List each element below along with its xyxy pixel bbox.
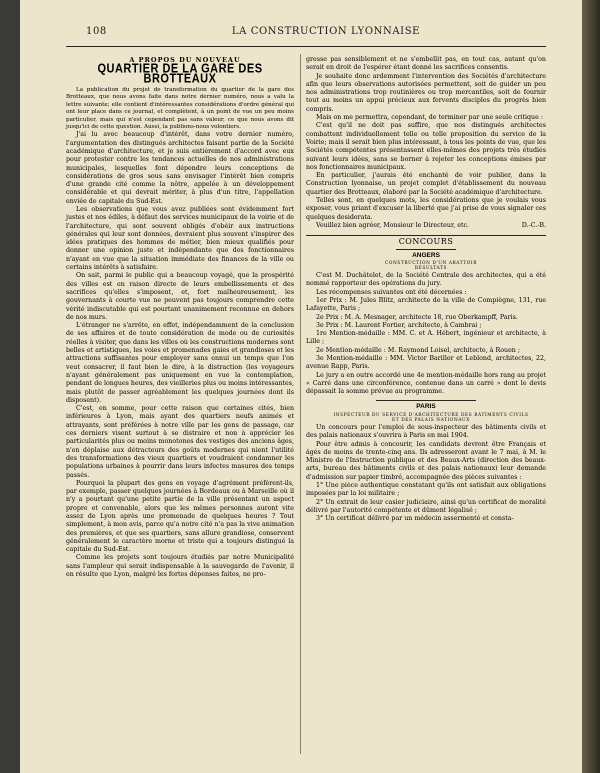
angers-heading: ANGERS	[412, 251, 440, 259]
article-paragraph: Je souhaite donc ardemment l'intervention des Sociétés d'architecture afin que leurs observations autorisées permettent, soit de guider un peu nos administrations trop routinières ou trop mercantiles, soit de fournir tout au moins un appui précieux aux fervents disciples du progrès bien compris.	[306, 72, 546, 113]
concours-paragraph: 3e Mention-médaille : MM. Victor Bariller et Leblond, architectes, 22, avenue Rapp, Paris.	[306, 354, 546, 371]
article-headline: QUARTIER DE LA GARE DES BROTTEAUX	[97, 62, 263, 87]
closing-formula: Veuillez bien agréer, Monsieur le Directeur, etc.	[316, 221, 470, 229]
running-header	[86, 26, 566, 42]
concours-paragraph: 1re Mention-médaille : MM. C. et A. Hébert, ingénieur et architecte, à Lille ;	[306, 330, 546, 346]
concours-paragraph: Pour être admis à concourir, les candidats devront être Français et âgés de moins de trente-cinq ans. Ils adresseront avant le 7 mai, à M. le Ministre de l'Instruction publique et des Beaux-Arts (direction des beaux-arts, bureau des bâtiments civils et des palais nationaux) leur demande d'admission sur papier timbré, accompagnée des pièces suivantes :	[306, 440, 546, 481]
concours-paragraph: Les récompenses suivantes ont été décernées :	[316, 288, 467, 296]
page-number: 108	[86, 26, 107, 37]
concours-paragraph: 3e Prix : M. Laurent Fortier, architecte, à Cambrai ;	[316, 321, 482, 329]
article-paragraph: C'est qu'il ne doit pas suffire, que nos distingués architectes combattent individuellement telle ou telle proposition du service de la Voirie; mais il serait bien plus intéressant, à tous les points de vue, que les Sociétés compétentes présentassent elles-mêmes des projets très étudiés suivant leurs idées, sans se borner à rejeter les conceptions émises par nos fonctionnaires municipaux.	[306, 122, 546, 171]
concours-paragraph: Le jury a en outre accordé une 4e mention-médaille hors rang au projet « Carré dans une circonférence, contenue dans un carré » dont le devis dépassait la somme prévue au programme.	[306, 371, 546, 396]
concours-paragraph: 1° Une pièce authentique constatant qu'ils ont satisfait aux obligations imposées par la loi militaire ;	[306, 482, 546, 498]
angers-subtitle: CONSTRUCTION D'UN ABATTOIR	[384, 260, 478, 266]
article-intro: La publication du projet de transformation du quartier de la gare des Brotteaux, que nous avons faite dans notre dernier numéro, nous a valu la lettre suivante; elle contient d'intéressantes considérations d'ordre général qui ont leur place dans ce journal, et complètent, à un point de vue un peu moins particulier, mais qui n'est cependant pas sans valeur, ce que nous avons dit jusqu'ici de cette question. Aussi, la publions-nous volontiers.	[66, 86, 294, 130]
header-rule	[66, 46, 546, 47]
paris-subtitle: ET DES PALAIS NATIONAUX	[392, 418, 470, 424]
article-paragraph	[306, 222, 546, 230]
concours-paragraph: 2° Un extrait de leur casier judiciaire, ainsi qu'un certificat de moralité délivré par l'autorité compétente et dûment légalisé ;	[306, 498, 546, 514]
article-paragraph: Pourquoi la plupart des gens en voyage d'agrément préfèrent-ils, par exemple, passer quelques journées à Bordeaux ou à Marseille où il n'y a pourtant qu'une petite partie de la ville présentant un aspect propre et convenable, alors que les mêmes personnes auront vite assez de Lyon après une promenade de quelques heures ? Tout simplement, à mon avis, parce qu'a notre cité n'a pas la vive animation des premières, et que ses quartiers, sans allure grandiose, conservent généralement le caractère morne et triste qui a toujours distingué la capitale du Sud-Est.	[66, 479, 294, 554]
concours-title: CONCOURS	[398, 237, 454, 247]
article-paragraph: Comme les projets sont toujours étudiés par notre Municipalité sans l'ampleur qui serait indispensable à la sauvegarde de l'avenir, il en résulte que Lyon, malgré les fortes dépenses faites, ne pro-	[66, 554, 294, 579]
article-paragraph: J'ai lu avec beaucoup d'intérêt, dans votre dernier numéro, l'argumentation des distingués architectes faisant partie de la Société académique d'architecture, et je suis entièrement d'accord avec eux pour protester contre les tendances actuelles de nos administrations municipales, lesquelles font dépendre leurs conceptions de considérations de gros sous sans envisager l'intérêt bien compris d'une grande cité comme la nôtre, appelée à un développement considérable et qui devrait mériter, à plus d'un titre, l'appellation enviée de capitale du Sud-Est.	[66, 131, 294, 205]
right-column	[306, 56, 546, 524]
article-paragraph: L'étranger ne s'arrête, en effet, indépendamment de la conclusion de ses affaires et de toute considération de mode ou de curiosités réelles à visiter, que dans les villes où les constructions modernes sont belles et artistiques, les voies et promenades gaies et grandioses et les attractions suffisantes pour employer sans ennui un temps que l'on veut consacrer, il faut bien le dire, à la distraction (les voyageurs n'ayant généralement pas uniquement en vue la contemplation, pendant de longues heures, des vieilleries plus ou moins intéressantes, mais plutôt de passer agréablement les quelques journées dont ils disposent).	[66, 322, 294, 404]
results-label: RÉSULTATS	[414, 266, 448, 272]
article-paragraph: Mais on me permettra, cependant, de terminer par une seule critique :	[316, 114, 543, 122]
journal-title: LA CONSTRUCTION LYONNAISE	[231, 26, 421, 37]
left-column	[66, 56, 294, 579]
article-paragraph: Telles sont, en quelques mots, les considérations que je voulais vous exposer, vous priant d'excuser la liberté que j'ai prise de vous signaler ces quelques desiderata.	[306, 197, 546, 221]
concours-paragraph: 3° Un certificat délivré par un médecin assermenté et consta-	[316, 515, 514, 523]
article-kicker: A PROPOS DU NOUVEAU	[129, 56, 241, 64]
article-paragraph: Les observations que vous avez publiées sont évidemment fort justes et nos édiles, à défaut des services municipaux de la voirie et de l'architecture, qui sont souvent obligés d'obéir aux instructions générales qui leur sont données, devraient plus souvent s'inspirer des idées pratiques des hommes de métier, bien mieux qualifiés pour donner une opinion juste et indépendante que des fonctionnaires n'ayant en vue que la situation immédiate des finances de la ville ou certains intérêts à satisfaire.	[66, 206, 294, 272]
section-rule	[306, 235, 546, 236]
concours-paragraph: Un concours pour l'emploi de sous-inspecteur des bâtiments civils et des palais nationaux s'ouvrira à Paris en mai 1904.	[306, 423, 546, 440]
short-rule	[376, 400, 476, 401]
concours-paragraph: C'est M. Duchâtelet, de la Société Centrale des architectes, qui a été nommé rapporteur des opérations du jury.	[306, 272, 546, 288]
concours-paragraph: 2e Prix : M. A. Mesnager, architecte 18, rue Oberkampff, Paris.	[316, 313, 518, 321]
signature: D.-C.-B.	[521, 221, 546, 229]
article-paragraph: gresse pas sensiblement et ne s'embellit pas, en tout cas, autant qu'on serait en droit de l'espérer étant donné les sacrifices consentis.	[306, 56, 546, 72]
concours-paragraph: 2e Mention-médaille : M. Raymond Loisel, architecte, à Rouen ;	[316, 346, 520, 354]
article-paragraph: En particulier, j'aurais été enchanté de voir publier, dans la Construction lyonnaise, un projet complet d'établissement du nouveau quartier des Brotteaux, élaboré par la Société académique d'architecture.	[306, 172, 546, 196]
book-binding	[582, 0, 600, 773]
column-divider	[300, 54, 301, 754]
article-paragraph: On sait, parmi le public qui a beaucoup voyagé, que la prospérité des villes est en raison directe de leurs embellissements et des sacrifices qu'elles s'imposent, et, fort malheureusement, les gouvernants à courte vue ne peuvent pas toujours comprendre cette vérité indiscutable qui est pourtant unanimement reconnue en dehors de nos murs.	[66, 272, 294, 321]
paris-heading: PARIS	[416, 403, 436, 411]
concours-paragraph: 1er Prix : M. Jules Blitz, architecte de la ville de Compiègne, 131, rue Lafayette, Paris ;	[306, 296, 546, 313]
article-paragraph: C'est, en somme, pour cette raison que certaines cités, bien inférieures à Lyon, mais ayant des quartiers neufs animés et attrayants, sont préférées à notre ville par les gens de passage, car ces derniers visent surtout à se distraire et non à apprécier les particularités plus ou moins monotones des vestiges des anciens âges, n'en déplaise aux détracteurs des goûts modernes qui nient l'utilité des transformations des vieux quartiers et voudraient condamner les populations urbaines à pourrir dans leurs infectes masures des temps passés.	[66, 405, 294, 479]
short-rule	[396, 249, 456, 250]
paris-subtitle: INSPECTEUR DU SERVICE D'ARCHITECTURE DES BATIMENTS CIVILS	[333, 412, 529, 418]
